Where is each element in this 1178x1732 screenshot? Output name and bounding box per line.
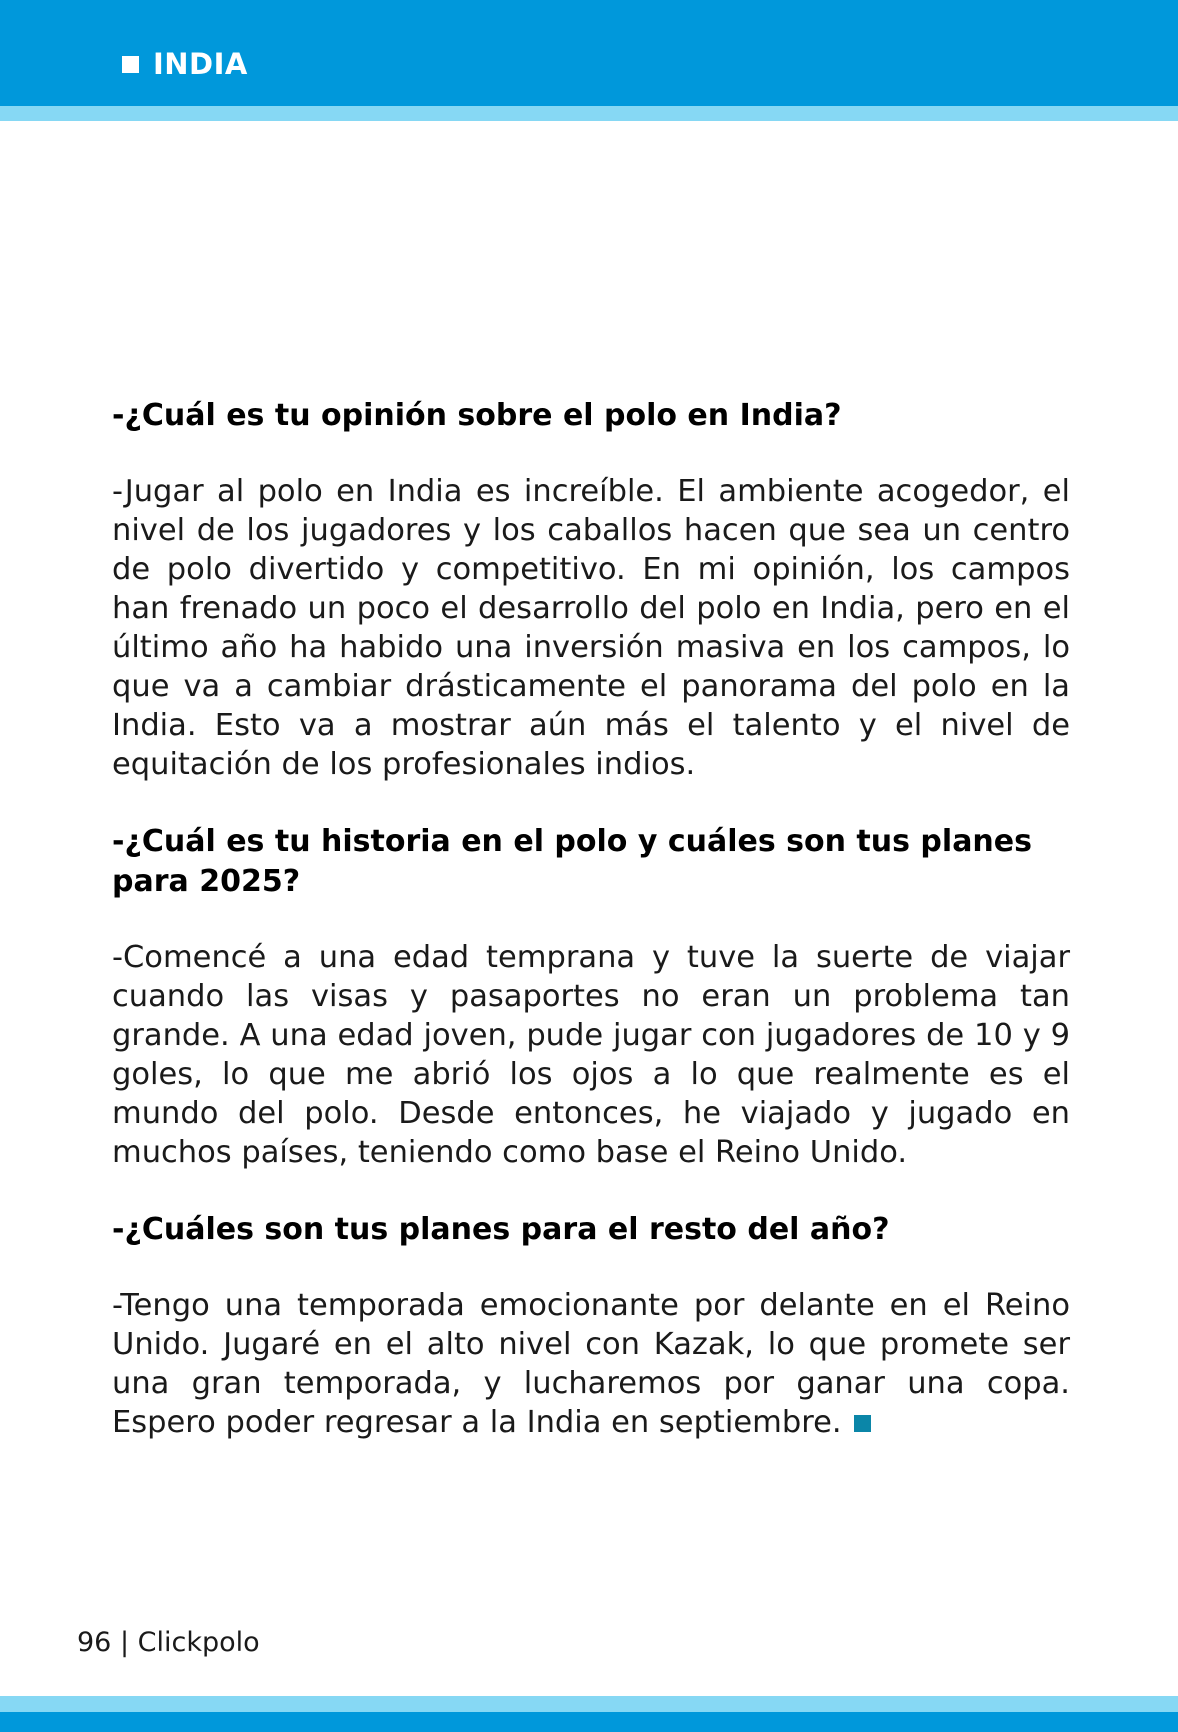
section-title: INDIA xyxy=(153,47,248,81)
end-square-icon xyxy=(854,1415,871,1432)
section-square-icon xyxy=(122,56,139,73)
answer-2: -Comencé a una edad temprana y tuve la suerte de viajar cuando las visas y pasaportes no eran un problema tan grande. A una edad joven, pude jugar con jugadores de 10 y 9 goles, lo que me abrió los ojos a lo que realmente es el mundo del polo. Desde entonces, he viajado y jugado en muchos países, teniendo como base el Reino Unido. xyxy=(112,940,1070,1170)
answer-3 xyxy=(112,1286,1070,1442)
footer-band xyxy=(0,1712,1178,1732)
question-3: -¿Cuáles son tus planes para el resto del año? xyxy=(112,1212,890,1247)
answer-3-text: -Tengo una temporada emocionante por delante en el Reino Unido. Jugaré en el alto nivel con Kazak, lo que promete ser una gran temporada, y lucharemos por ganar una copa. Espero poder regresar a la India en septiembre. xyxy=(112,1288,1070,1440)
question-2: -¿Cuál es tu historia en el polo y cuáles son tus planes para 2025? xyxy=(112,824,1032,899)
answer-1: -Jugar al polo en India es increíble. El ambiente acogedor, el nivel de los jugadores y los caballos hacen que sea un centro de polo divertido y competitivo. En mi opinión, los campos han frenado un poco el desarrollo del polo en India, pero en el último año ha habido una inversión masiva en los campos, lo que va a cambiar drásticamente el panorama del polo en la India. Esto va a mostrar aún más el talento y el nivel de equitación de los profesionales indios. xyxy=(112,474,1070,782)
question-1: -¿Cuál es tu opinión sobre el polo en India? xyxy=(112,398,842,433)
interview-article xyxy=(112,396,1070,1442)
header-stripe xyxy=(0,106,1178,121)
footer-stripe xyxy=(0,1696,1178,1712)
page-folio: 96 | Clickpolo xyxy=(77,1627,260,1658)
section-label xyxy=(122,47,248,81)
